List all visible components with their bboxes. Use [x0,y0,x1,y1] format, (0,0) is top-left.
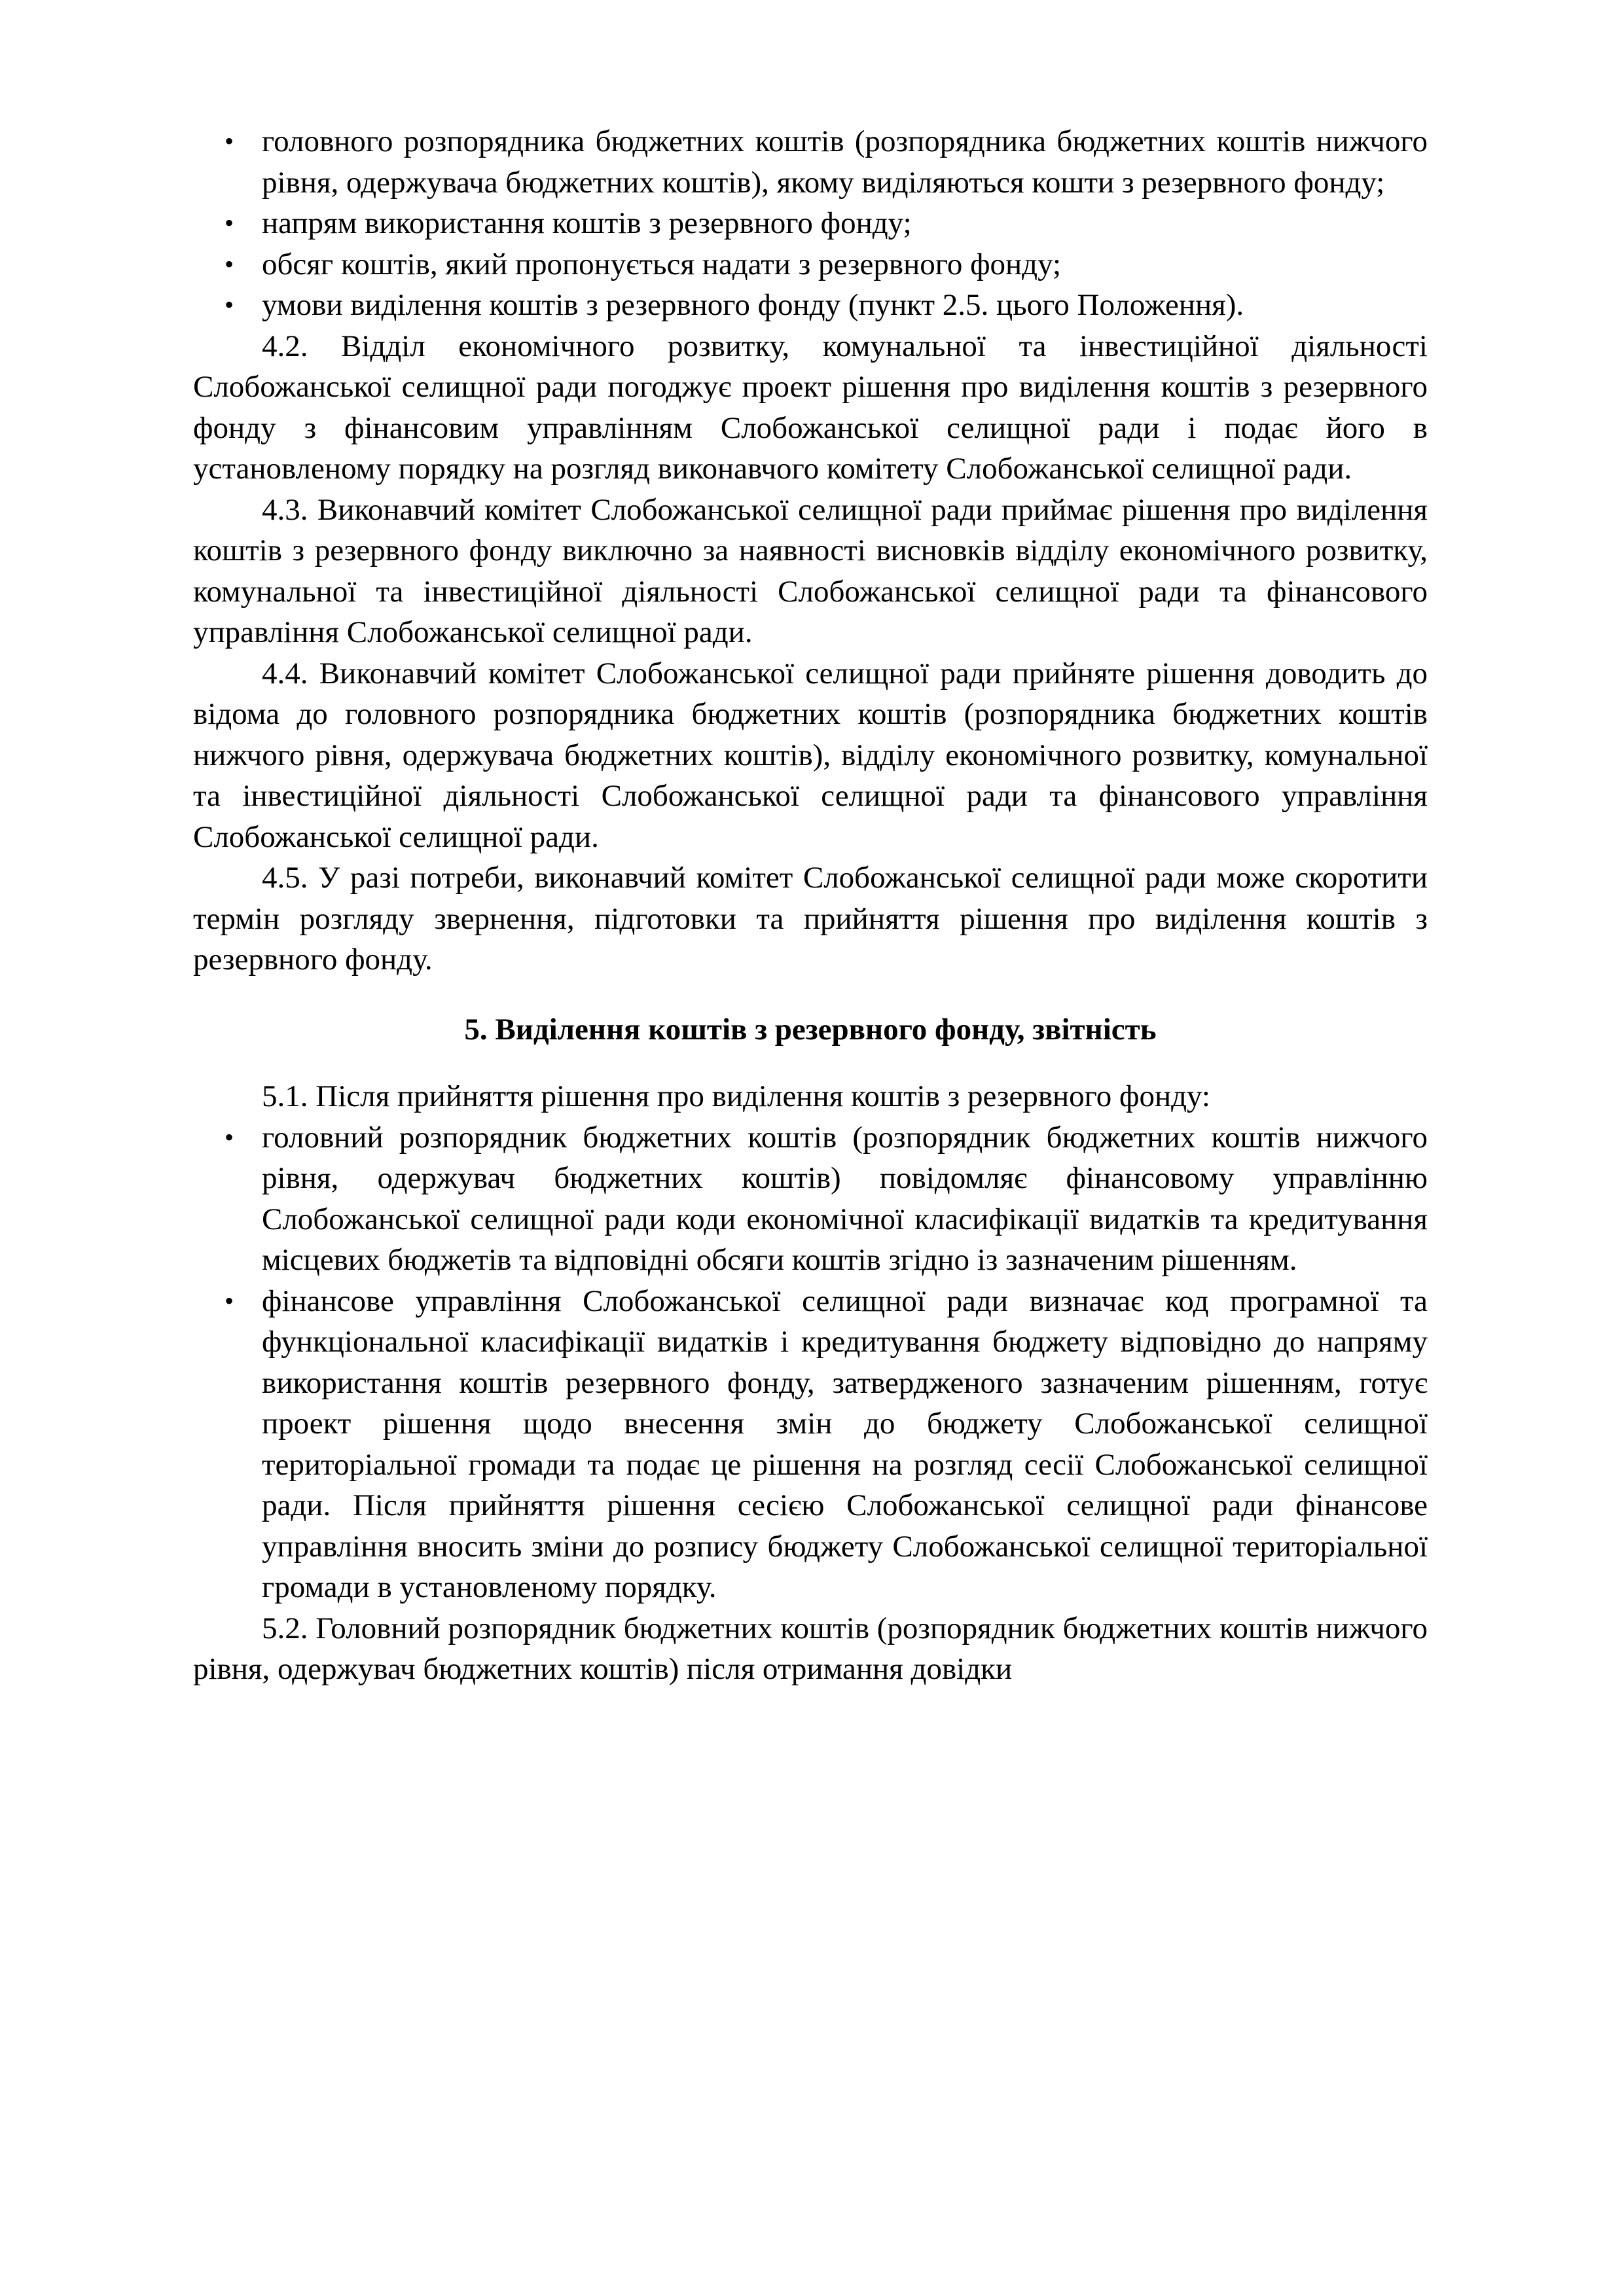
bullet-icon: • [225,1122,234,1152]
list-item-text: головного розпорядника бюджетних коштів (розпорядника бюджетних коштів нижчого рівня, одержувача бюджетних коштів), якому виділяються кошти з резервного фонду; [262,124,1428,200]
bullet-icon: • [225,249,234,279]
paragraph-4-2: 4.2. Відділ економічного розвитку, комунальної та інвестиційної діяльності Слобожанської селищної ради погоджує проект рішення про виділення коштів з резервного фонду з фінансовим управлінням Слобожанської селищної ради і подає його в установленому порядку на розгляд виконавчого комітету Слобожанської селищної ради. [193,329,1428,486]
list-item [193,203,1428,244]
list-item-text: обсяг коштів, який пропонується надати з резервного фонду; [262,247,1062,281]
list-item-text: фінансове управління Слобожанської селищної ради визначає код програмної та функціональної класифікації видатків і кредитування бюджету відповідно до напряму використання коштів резервного фонду, затвердженого зазначеним рішенням, готує проект рішення щодо внесення змін до бюджету Слобожанської селищної територіальної громади та подає це рішення на розгляд сесії Слобожанської селищної ради. Після прийняття рішення сесією Слобожанської селищної ради фінансове управління вносить зміни до розпису бюджету Слобожанської селищної територіальної громади в установленому порядку. [262,1283,1428,1604]
paragraph-5-1: 5.1. Після прийняття рішення про виділення коштів з резервного фонду: [262,1079,1210,1113]
document-body [193,121,1428,1690]
list-item [193,121,1428,203]
bullet-icon: • [225,290,234,319]
list-item-text: головний розпорядник бюджетних коштів (розпорядник бюджетних коштів нижчого рівня, одержувач бюджетних коштів) повідомляє фінансовому управлінню Слобожанської селищної ради коди економічної класифікації видатків та кредитування місцевих бюджетів та відповідні обсяги коштів згідно із зазначеним рішенням. [262,1120,1428,1277]
list-item [193,1281,1428,1608]
bullet-icon: • [225,208,234,238]
paragraph-4-5: 4.5. У разі потреби, виконавчий комітет Слобожанської селищної ради може скоротити термін розгляду звернення, підготовки та прийняття рішення про виділення коштів з резервного фонду. [193,861,1428,977]
paragraph-5-2: 5.2. Головний розпорядник бюджетних коштів (розпорядник бюджетних коштів нижчого рівня, одержувач бюджетних коштів) після отримання довідки [193,1611,1428,1686]
list-item [193,1117,1428,1281]
section-heading-5: 5. Виділення коштів з резервного фонду, звітність [464,1012,1157,1047]
list-item [193,244,1428,285]
bullet-icon: • [225,126,234,156]
bullet-icon: • [225,1285,234,1316]
list-item-text: напрям використання коштів з резервного фонду; [262,206,912,240]
paragraph-4-4: 4.4. Виконавчий комітет Слобожанської селищної ради прийняте рішення доводить до відома до головного розпорядника бюджетних коштів (розпорядника бюджетних коштів нижчого рівня, одержувача бюджетних коштів), відділу економічного розвитку, комунальної та інвестиційної діяльності Слобожанської селищної ради та фінансового управління Слобожанської селищної ради. [193,656,1428,854]
paragraph-4-3: 4.3. Виконавчий комітет Слобожанської селищної ради приймає рішення про виділення коштів з резервного фонду виключно за наявності висновків відділу економічного розвитку, комунальної та інвестиційної діяльності Слобожанської селищної ради та фінансового управління Слобожанської селищної ради. [193,492,1428,649]
list-item-text: умови виділення коштів з резервного фонду (пункт 2.5. цього Положення). [262,288,1244,322]
list-item [193,285,1428,326]
